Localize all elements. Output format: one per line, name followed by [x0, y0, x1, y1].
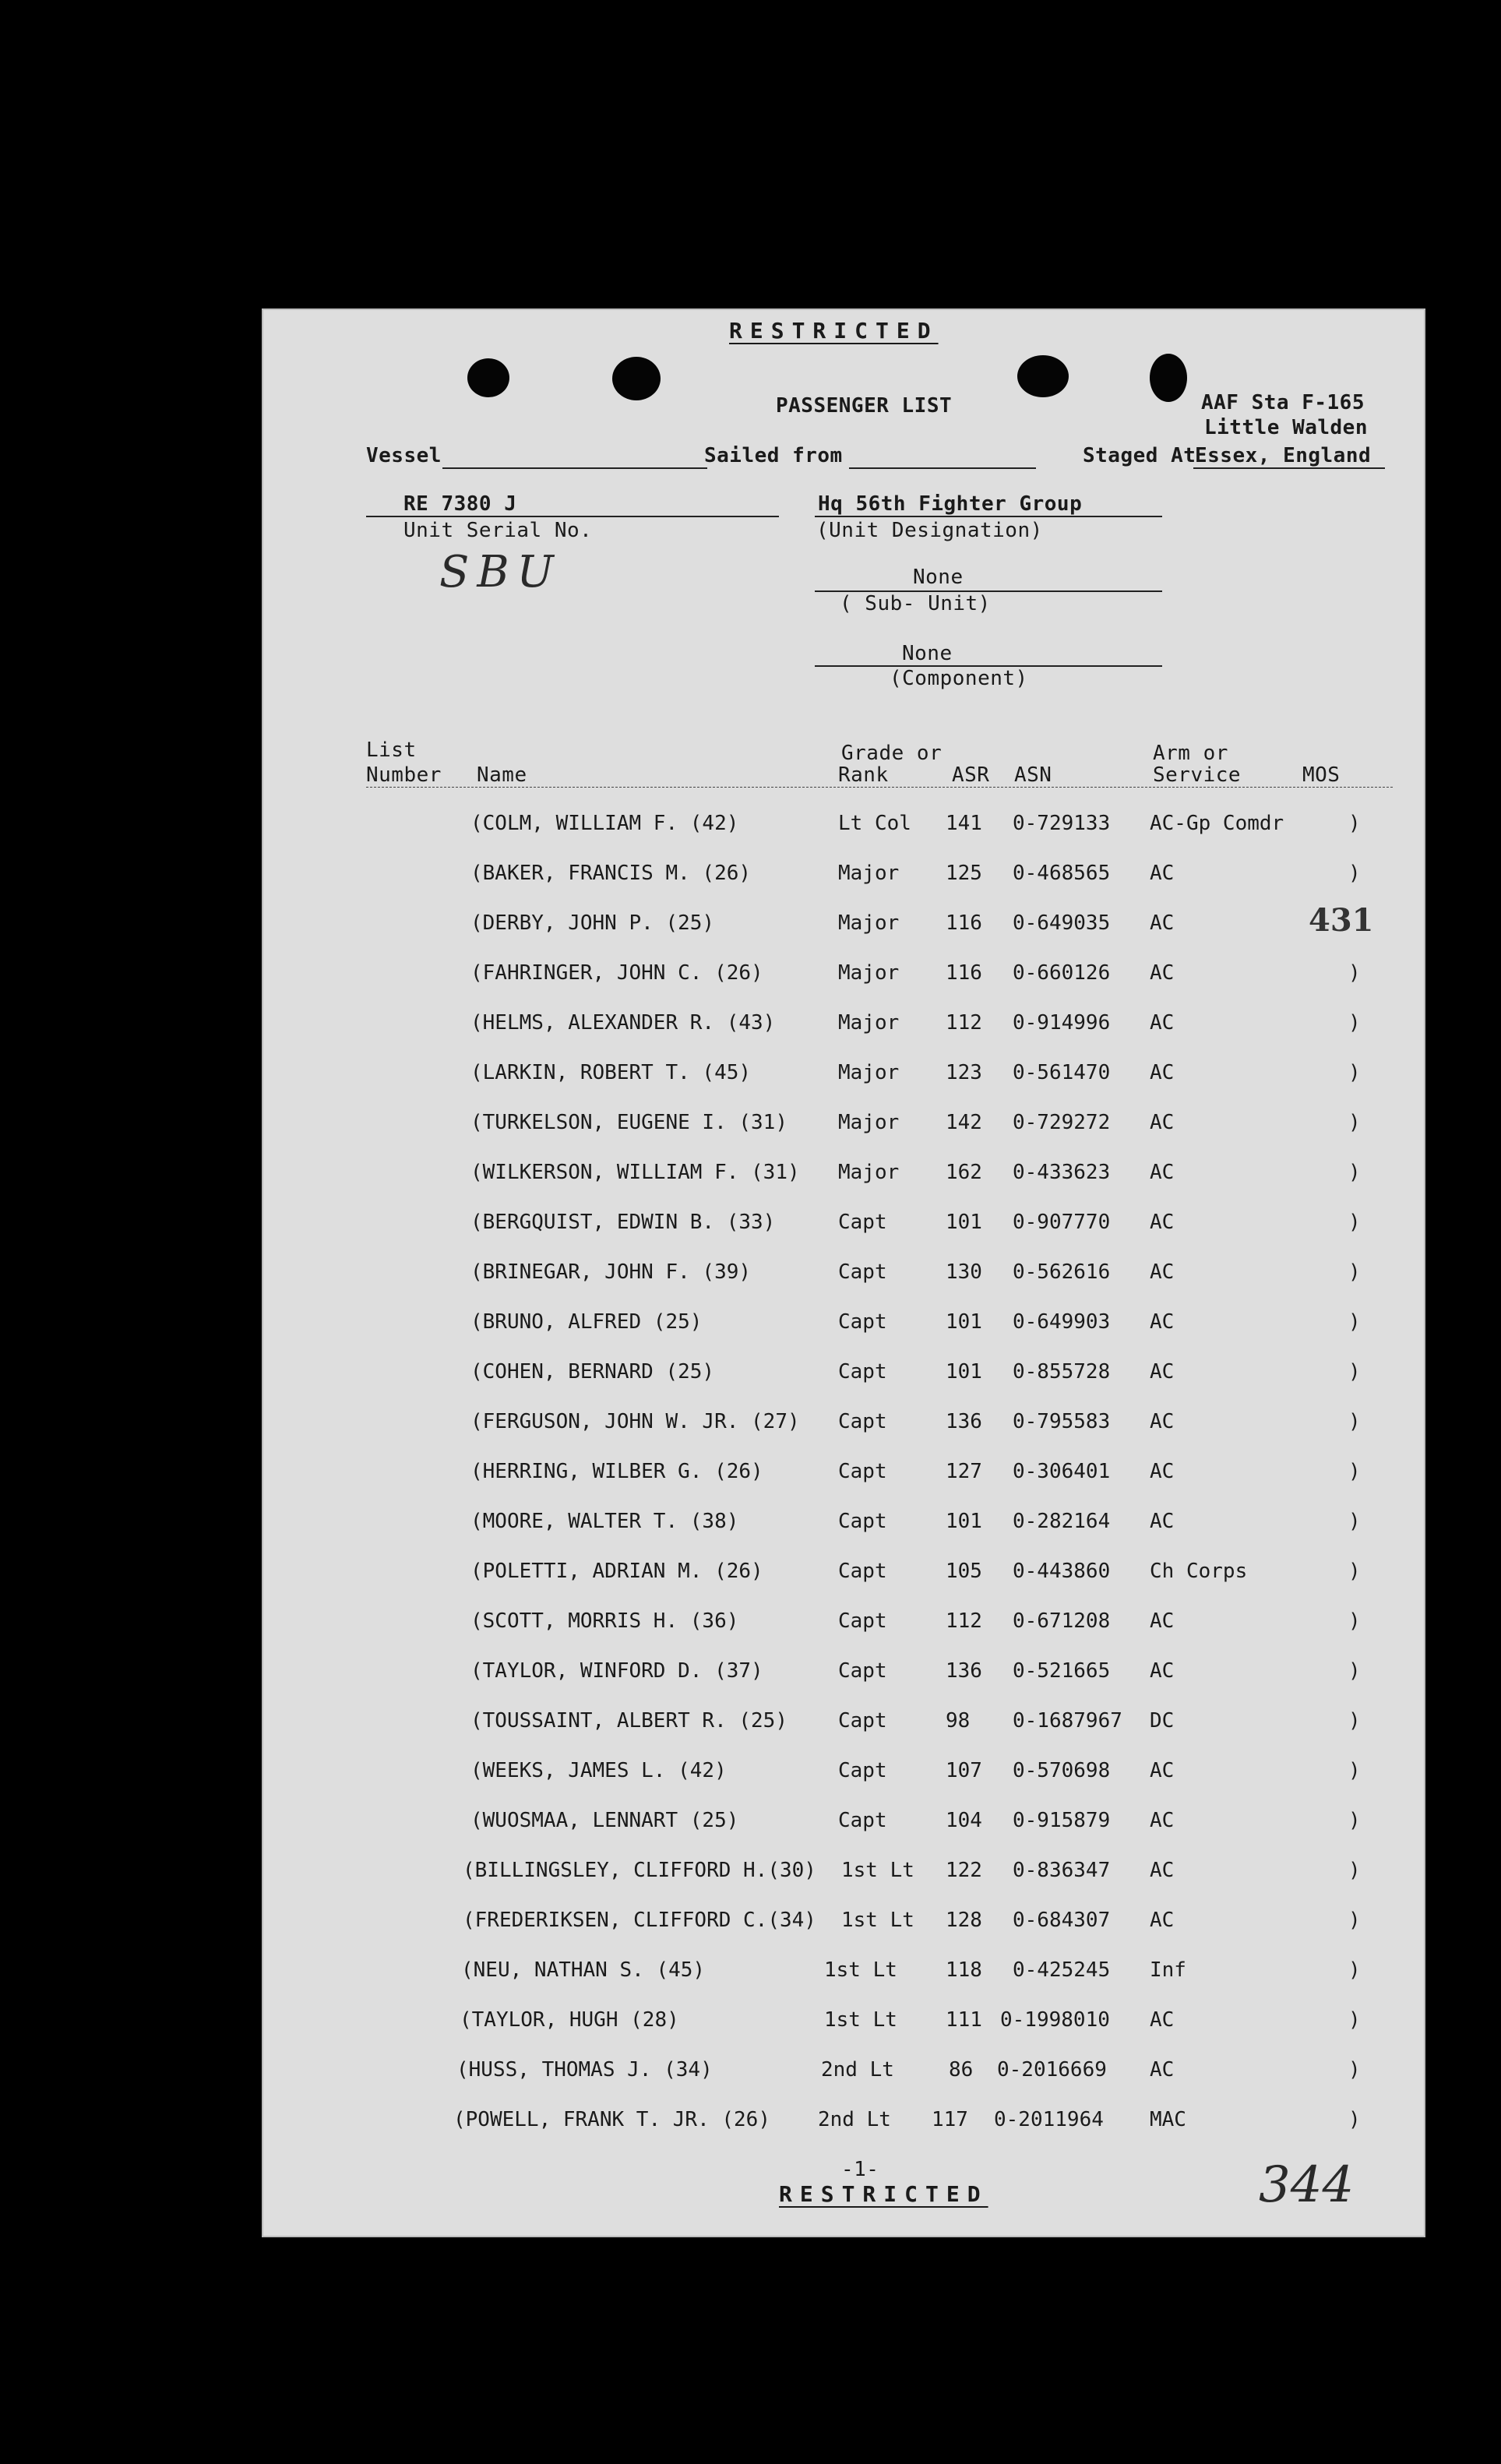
cell-asr: 125: [946, 862, 982, 885]
cell-name: (HELMS, ALEXANDER R. (43): [470, 1011, 776, 1035]
cell-asn: 0-684307: [1013, 1909, 1111, 1932]
cell-asr: 101: [946, 1310, 982, 1334]
cell-grade: Major: [838, 961, 900, 985]
cell-name: (TURKELSON, EUGENE I. (31): [470, 1111, 787, 1134]
cell-name: (DERBY, JOHN P. (25): [470, 911, 715, 935]
col-list-number-1: List: [366, 738, 417, 762]
classification-top: RESTRICTED: [729, 318, 939, 344]
cell-arm: AC: [1150, 1859, 1175, 1882]
col-grade-1: Grade or: [841, 742, 943, 765]
table-row: [262, 1709, 1425, 1759]
cell-name: (POLETTI, ADRIAN M. (26): [470, 1560, 763, 1583]
cell-name: (FREDERIKSEN, CLIFFORD C.(34): [463, 1909, 816, 1932]
cell-arm: Inf: [1150, 1958, 1186, 1982]
cell-asr: 107: [946, 1759, 982, 1782]
unit-serial-line: [366, 516, 779, 517]
cell-arm: AC: [1150, 1609, 1175, 1633]
cell-name: (HUSS, THOMAS J. (34): [456, 2058, 713, 2082]
cell-grade: Major: [838, 1161, 900, 1184]
sub-unit-value: None: [913, 566, 964, 589]
cell-arm: AC: [1150, 1510, 1175, 1533]
col-mos: MOS: [1302, 763, 1341, 787]
col-list-number-2: Number: [366, 763, 442, 787]
handwritten-code: SBU: [439, 547, 562, 597]
cell-mos: ): [1348, 1310, 1361, 1334]
cell-arm: MAC: [1150, 2108, 1186, 2131]
cell-arm: AC: [1150, 2058, 1175, 2082]
cell-asn: 0-836347: [1013, 1859, 1111, 1882]
cell-grade: 1st Lt: [824, 2008, 897, 2032]
cell-grade: Capt: [838, 1659, 887, 1683]
sailed-from-field-line: [849, 467, 1036, 469]
cell-mos: ): [1348, 1909, 1361, 1932]
cell-mos: ): [1348, 1510, 1361, 1533]
cell-asn: 0-570698: [1013, 1759, 1111, 1782]
cell-mos: ): [1348, 1659, 1361, 1683]
cell-grade: Lt Col: [838, 812, 911, 835]
cell-asr: 142: [946, 1111, 982, 1134]
cell-arm: AC: [1150, 1659, 1175, 1683]
cell-asr: 127: [946, 1460, 982, 1483]
cell-name: (WUOSMAA, LENNART (25): [470, 1809, 739, 1832]
document-page: [262, 308, 1425, 2237]
unit-designation-line: [815, 516, 1162, 517]
cell-mos: ): [1348, 1061, 1361, 1084]
cell-grade: Capt: [838, 1759, 887, 1782]
cell-name: (WILKERSON, WILLIAM F. (31): [470, 1161, 800, 1184]
cell-asn: 0-795583: [1013, 1410, 1111, 1433]
cell-asn: 0-443860: [1013, 1560, 1111, 1583]
unit-designation-label: (Unit Designation): [816, 519, 1043, 542]
cell-arm: AC: [1150, 1909, 1175, 1932]
table-row: [262, 902, 1425, 961]
cell-mos: ): [1348, 1560, 1361, 1583]
cell-arm: AC: [1150, 961, 1175, 985]
cell-arm: AC: [1150, 1111, 1175, 1134]
header-rule: [366, 787, 1393, 790]
cell-asr: 86: [949, 2058, 974, 2082]
cell-mos: ): [1348, 1609, 1361, 1633]
cell-grade: Capt: [838, 1709, 887, 1733]
cell-grade: Capt: [838, 1260, 887, 1284]
cell-asn: 0-562616: [1013, 1260, 1111, 1284]
cell-grade: 1st Lt: [841, 1859, 914, 1882]
cell-arm: AC: [1150, 1011, 1175, 1035]
cell-arm: AC-Gp Comdr: [1150, 812, 1284, 835]
cell-asr: 98: [946, 1709, 971, 1733]
cell-asr: 128: [946, 1909, 982, 1932]
cell-name: (WEEKS, JAMES L. (42): [470, 1759, 727, 1782]
cell-arm: AC: [1150, 1460, 1175, 1483]
cell-mos: ): [1348, 1958, 1361, 1982]
cell-grade: Capt: [838, 1560, 887, 1583]
table-row: [262, 1260, 1425, 1310]
cell-name: (TOUSSAINT, ALBERT R. (25): [470, 1709, 787, 1733]
cell-asr: 122: [946, 1859, 982, 1882]
punch-hole: [1017, 355, 1069, 397]
cell-name: (LARKIN, ROBERT T. (45): [470, 1061, 752, 1084]
cell-mos: ): [1348, 1460, 1361, 1483]
cell-mos: ): [1348, 2108, 1361, 2131]
cell-arm: Ch Corps: [1150, 1560, 1248, 1583]
cell-arm: AC: [1150, 1410, 1175, 1433]
component-label: (Component): [890, 667, 1028, 690]
cell-grade: Capt: [838, 1460, 887, 1483]
cell-asn: 0-729133: [1013, 812, 1111, 835]
cell-asr: 101: [946, 1360, 982, 1384]
cell-asn: 0-1998010: [1000, 2008, 1110, 2032]
cell-asr: 136: [946, 1659, 982, 1683]
punch-hole: [467, 358, 509, 397]
cell-arm: AC: [1150, 1161, 1175, 1184]
col-name: Name: [477, 763, 527, 787]
sailed-from-label: Sailed from: [704, 444, 843, 467]
table-row: [262, 1011, 1425, 1061]
cell-arm: AC: [1150, 911, 1175, 935]
sub-unit-label: ( Sub- Unit): [840, 592, 991, 615]
cell-asr: 130: [946, 1260, 982, 1284]
cell-arm: AC: [1150, 1310, 1175, 1334]
cell-arm: AC: [1150, 1211, 1175, 1234]
cell-asn: 0-671208: [1013, 1609, 1111, 1633]
station-line-2: Little Walden: [1204, 416, 1368, 439]
cell-name: (TAYLOR, HUGH (28): [460, 2008, 679, 2032]
cell-asr: 116: [946, 961, 982, 985]
table-row: [262, 2008, 1425, 2058]
cell-grade: Major: [838, 862, 900, 885]
cell-asr: 112: [946, 1609, 982, 1633]
cell-asn: 0-914996: [1013, 1011, 1111, 1035]
table-row: [262, 1609, 1425, 1659]
cell-grade: Capt: [838, 1410, 887, 1433]
staged-at-label: Staged At: [1083, 444, 1196, 467]
cell-mos: ): [1348, 1859, 1361, 1882]
cell-name: (SCOTT, MORRIS H. (36): [470, 1609, 739, 1633]
cell-name: (HERRING, WILBER G. (26): [470, 1460, 763, 1483]
unit-designation-value: Hq 56th Fighter Group: [818, 492, 1083, 516]
col-asn: ASN: [1014, 763, 1052, 787]
cell-grade: Capt: [838, 1609, 887, 1633]
cell-mos: ): [1348, 1111, 1361, 1134]
cell-grade: 2nd Lt: [821, 2058, 894, 2082]
unit-serial-label: Unit Serial No.: [403, 519, 593, 542]
cell-name: (BAKER, FRANCIS M. (26): [470, 862, 752, 885]
cell-name: (BRUNO, ALFRED (25): [470, 1310, 703, 1334]
cell-asr: 104: [946, 1809, 982, 1832]
cell-grade: Capt: [838, 1211, 887, 1234]
cell-mos: ): [1348, 1161, 1361, 1184]
cell-asn: 0-907770: [1013, 1211, 1111, 1234]
cell-asn: 0-2016669: [997, 2058, 1107, 2082]
table-row: [262, 812, 1425, 862]
cell-asr: 136: [946, 1410, 982, 1433]
table-row: [262, 1909, 1425, 1958]
cell-name: (COLM, WILLIAM F. (42): [470, 812, 739, 835]
cell-grade: Major: [838, 911, 900, 935]
cell-asn: 0-306401: [1013, 1460, 1111, 1483]
table-row: [262, 1560, 1425, 1609]
cell-asr: 123: [946, 1061, 982, 1084]
cell-name: (TAYLOR, WINFORD D. (37): [470, 1659, 763, 1683]
cell-asn: 0-1687967: [1013, 1709, 1122, 1733]
cell-asr: 101: [946, 1510, 982, 1533]
punch-hole: [612, 357, 661, 400]
cell-arm: AC: [1150, 1759, 1175, 1782]
table-row: [262, 961, 1425, 1011]
table-row: [262, 1759, 1425, 1809]
cell-grade: Capt: [838, 1510, 887, 1533]
component-value: None: [902, 642, 953, 665]
col-arm-1: Arm or: [1153, 742, 1228, 765]
cell-mos: ): [1348, 961, 1361, 985]
cell-grade: Capt: [838, 1310, 887, 1334]
cell-arm: AC: [1150, 2008, 1175, 2032]
cell-arm: AC: [1150, 1360, 1175, 1384]
cell-asn: 0-561470: [1013, 1061, 1111, 1084]
table-row: [262, 1460, 1425, 1510]
cell-name: (BRINEGAR, JOHN F. (39): [470, 1260, 752, 1284]
table-row: [262, 1360, 1425, 1410]
table-row: [262, 1061, 1425, 1111]
cell-mos: ): [1348, 862, 1361, 885]
cell-grade: Capt: [838, 1360, 887, 1384]
table-row: [262, 1211, 1425, 1260]
cell-name: (NEU, NATHAN S. (45): [461, 1958, 706, 1982]
cell-mos: ): [1348, 1809, 1361, 1832]
cell-mos: ): [1348, 1360, 1361, 1384]
cell-grade: Major: [838, 1111, 900, 1134]
cell-name: (COHEN, BERNARD (25): [470, 1360, 715, 1384]
col-grade-2: Rank: [838, 763, 889, 787]
staged-at-value: Essex, England: [1195, 444, 1372, 467]
cell-mos: ): [1348, 1011, 1361, 1035]
cell-mos-stamp: 431: [1309, 902, 1374, 939]
col-asr: ASR: [952, 763, 990, 787]
document-title: PASSENGER LIST: [776, 394, 953, 418]
table-row: [262, 1161, 1425, 1211]
cell-asn: 0-433623: [1013, 1161, 1111, 1184]
cell-mos: ): [1348, 1410, 1361, 1433]
cell-grade: Major: [838, 1011, 900, 1035]
table-row: [262, 2058, 1425, 2108]
cell-mos: ): [1348, 1759, 1361, 1782]
table-row: [262, 1111, 1425, 1161]
cell-name: (MOORE, WALTER T. (38): [470, 1510, 739, 1533]
vessel-label: Vessel: [366, 444, 442, 467]
cell-mos: ): [1348, 1709, 1361, 1733]
table-row: [262, 1958, 1425, 2008]
classification-bottom: RESTRICTED: [779, 2181, 988, 2207]
station-line-1: AAF Sta F-165: [1201, 391, 1365, 414]
cell-grade: Major: [838, 1061, 900, 1084]
cell-asn: 0-855728: [1013, 1360, 1111, 1384]
cell-mos: ): [1348, 2058, 1361, 2082]
table-row: [262, 1659, 1425, 1709]
cell-asn: 0-649035: [1013, 911, 1111, 935]
cell-asn: 0-729272: [1013, 1111, 1111, 1134]
cell-grade: 2nd Lt: [818, 2108, 891, 2131]
cell-asn: 0-521665: [1013, 1659, 1111, 1683]
page-number: -1-: [841, 2158, 879, 2181]
cell-asn: 0-282164: [1013, 1510, 1111, 1533]
cell-asn: 0-425245: [1013, 1958, 1111, 1982]
vessel-field-line: [442, 467, 707, 469]
table-row: [262, 1859, 1425, 1909]
cell-asr: 111: [946, 2008, 982, 2032]
cell-arm: AC: [1150, 862, 1175, 885]
table-row: [262, 1410, 1425, 1460]
cell-arm: AC: [1150, 1260, 1175, 1284]
table-row: [262, 1310, 1425, 1360]
col-arm-2: Service: [1153, 763, 1242, 787]
table-row: [262, 1809, 1425, 1859]
cell-mos: ): [1348, 1211, 1361, 1234]
cell-name: (FERGUSON, JOHN W. JR. (27): [470, 1410, 800, 1433]
table-row: [262, 1510, 1425, 1560]
cell-grade: 1st Lt: [824, 1958, 897, 1982]
cell-grade: Capt: [838, 1809, 887, 1832]
cell-asn: 0-2011964: [994, 2108, 1104, 2131]
cell-asr: 162: [946, 1161, 982, 1184]
cell-mos: ): [1348, 812, 1361, 835]
cell-asr: 117: [932, 2108, 968, 2131]
cell-mos: ): [1348, 2008, 1361, 2032]
cell-asr: 105: [946, 1560, 982, 1583]
cell-asr: 141: [946, 812, 982, 835]
cell-grade: 1st Lt: [841, 1909, 914, 1932]
cell-asr: 116: [946, 911, 982, 935]
cell-asn: 0-649903: [1013, 1310, 1111, 1334]
cell-arm: AC: [1150, 1061, 1175, 1084]
cell-asr: 101: [946, 1211, 982, 1234]
handwritten-page-number: 344: [1259, 2156, 1355, 2214]
unit-serial-value: RE 7380 J: [403, 492, 517, 516]
staged-at-field-line: [1193, 467, 1385, 469]
cell-name: (FAHRINGER, JOHN C. (26): [470, 961, 763, 985]
table-row: [262, 2108, 1425, 2158]
cell-asr: 118: [946, 1958, 982, 1982]
cell-mos: ): [1348, 1260, 1361, 1284]
table-row: [262, 862, 1425, 911]
cell-arm: DC: [1150, 1709, 1175, 1733]
punch-hole: [1150, 354, 1187, 402]
cell-asr: 112: [946, 1011, 982, 1035]
cell-name: (BERGQUIST, EDWIN B. (33): [470, 1211, 776, 1234]
cell-asn: 0-660126: [1013, 961, 1111, 985]
cell-name: (BILLINGSLEY, CLIFFORD H.(30): [463, 1859, 816, 1882]
cell-asn: 0-468565: [1013, 862, 1111, 885]
cell-name: (POWELL, FRANK T. JR. (26): [453, 2108, 770, 2131]
cell-arm: AC: [1150, 1809, 1175, 1832]
cell-asn: 0-915879: [1013, 1809, 1111, 1832]
